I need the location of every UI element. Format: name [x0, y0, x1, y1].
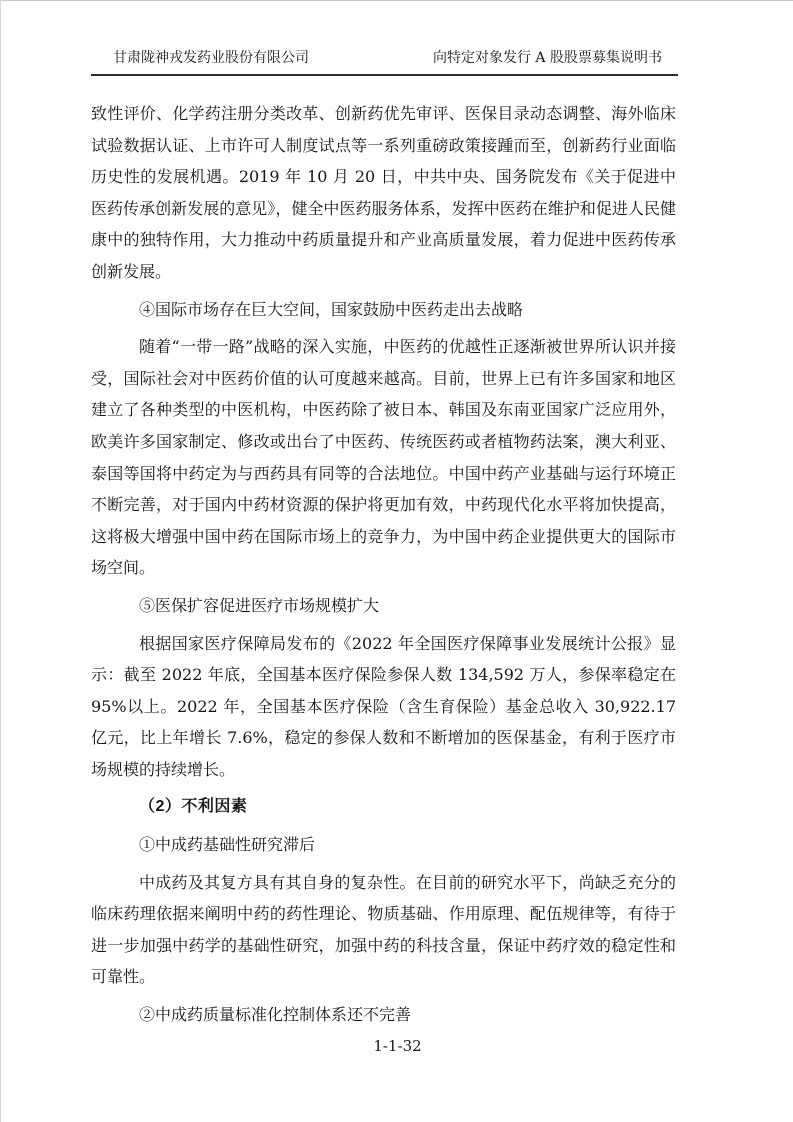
paragraph-insurance-statistics: 根据国家医疗保障局发布的《2022 年全国医疗保障事业发展统计公报》显示：截至 2022 年底，全国基本医疗保险参保人数 134,592 万人，参保率稳定在95%以上。2022 年，全国基本医疗保险（含生育保险）基金总收入 30,922.17 亿元，比上年增长 7.6%，稳定的参保人数和不断增加的医保基金，有利于医疗市场规模的持续增长。 [91, 633, 676, 779]
page-header [91, 47, 678, 76]
paragraph-policy-continuation: 致性评价、化学药注册分类改革、创新药优先审评、医保目录动态调整、海外临床试验数据认证、上市许可人制度试点等一系列重磅政策接踵而至，创新药行业面临历史性的发展机遇。2019 年 10 月 20 日，中共中央、国务院发布《关于促进中医药传承创新发展的意见》，健全中医药服务体系，发挥中医药在维护和促进人民健康中的独特作用，大力推动中药质量提升和产业高质量发展，着力促进中医药传承创新发展。 [91, 104, 676, 281]
page-footer [1, 1036, 793, 1056]
page-body [91, 98, 676, 1037]
subheading-international-market: ④国际市场存在巨大空间，国家鼓励中医药走出去战略 [139, 299, 524, 319]
subheading-basic-research-lag: ①中成药基础性研究滞后 [139, 835, 316, 855]
page-number: 1-1-32 [373, 1037, 422, 1055]
header-doc-title: 向特定对象发行 A 股股票募集说明书 [432, 50, 662, 66]
paragraph-belt-and-road: 随着“一带一路”战略的深入实施，中医药的优越性正逐渐被世界所认识并接受，国际社会对中医药价值的认可度越来越高。目前，世界上已有许多国家和地区建立了各种类型的中医机构，中医药除了被日本、韩国及东南亚国家广泛应用外，欧美许多国家制定、修改或出台了中医药、传统医药或者植物药法案，澳大利亚、泰国等国将中药定为与西药具有同等的合法地位。中国中药产业基础与运行环境正不断完善，对于国内中药材资源的保护将更加有效，中药现代化水平将加快提高，这将极大增强中国中药在国际市场上的竞争力，为中国中药企业提供更大的国际市场空间。 [91, 337, 676, 578]
paragraph-tcm-complexity: 中成药及其复方具有其自身的复杂性。在目前的研究水平下，尚缺乏充分的临床药理依据来阐明中药的药性理论、物质基础、作用原理、配伍规律等，有待于进一步加强中药学的基础性研究，加强中药的科技含量，保证中药疗效的稳定性和可靠性。 [91, 872, 676, 987]
heading-unfavorable-factors: （2）不利因素 [139, 798, 248, 816]
header-company-name: 甘肃陇神戎发药业股份有限公司 [113, 50, 309, 66]
subheading-quality-standardization: ②中成药质量标准化控制体系还不完善 [139, 1005, 412, 1025]
subheading-medical-insurance: ⑤医保扩容促进医疗市场规模扩大 [139, 595, 380, 615]
